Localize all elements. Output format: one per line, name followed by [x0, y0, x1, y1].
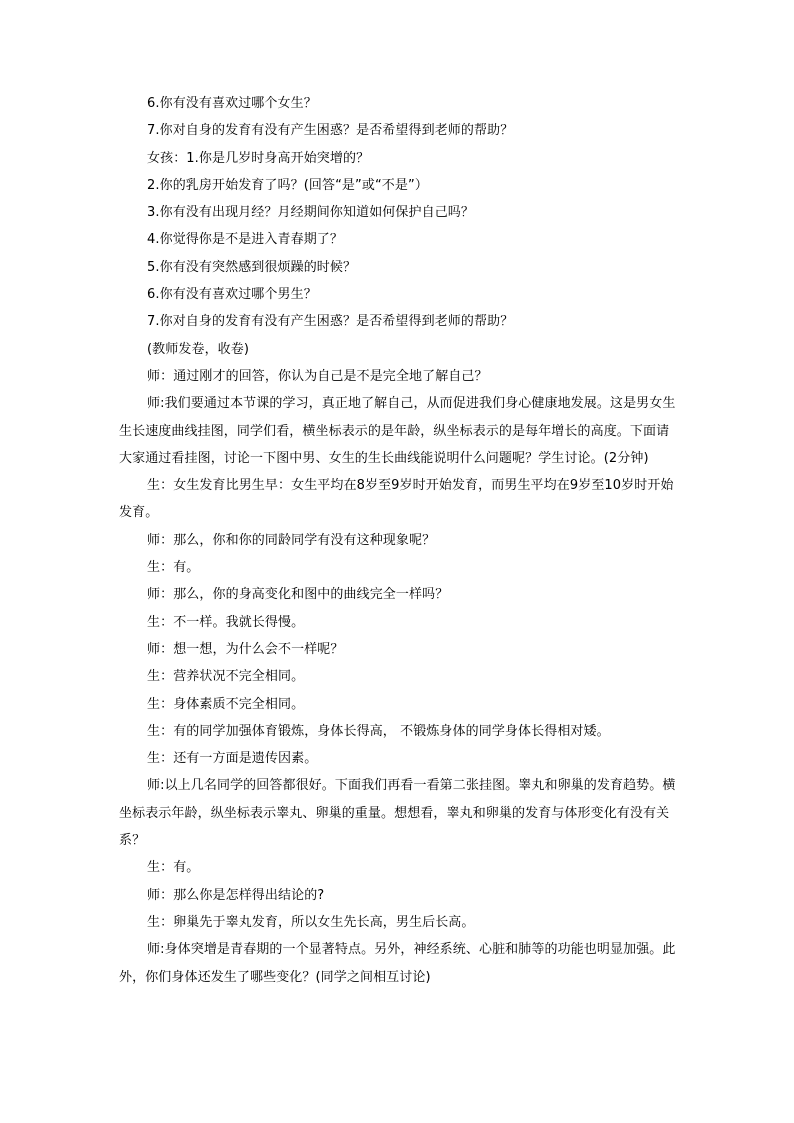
paragraph: 师：通过刚才的回答，你认为自己是不是完全地了解自己？	[147, 368, 488, 384]
paragraph: 2.你的乳房开始发育了吗？(回答“是”或“不是”）	[147, 177, 428, 193]
paragraph: 师:我们要通过本节课的学习，真正地了解自己，从而促进我们身心健康地发展。这是男女生生长速度曲线挂图，同学们看，横坐标表示的是年龄，纵坐标表示的是每年增长的高度。下面请大家通过看挂图，讨论一下图中男、女生的生长曲线能说明什么问题呢？学生讨论。(2分钟)	[119, 396, 676, 466]
document-body	[119, 90, 679, 991]
paragraph: 女孩：1.你是几岁时身高开始突增的？	[147, 150, 370, 166]
paragraph: 师：那么，你的身高变化和图中的曲线完全一样吗？	[147, 587, 449, 603]
paragraph: 师：想一想，为什么会不一样呢？	[147, 641, 344, 657]
paragraph: 生：卵巢先于睾丸发育，所以女生先长高，男生后长高。	[147, 914, 475, 930]
paragraph: 6.你有没有喜欢过哪个女生？	[147, 96, 317, 111]
paragraph: 7.你对自身的发育有没有产生困惑？是否希望得到老师的帮助？	[147, 314, 514, 330]
paragraph: 生：有。	[147, 560, 200, 576]
paragraph: 4.你觉得你是不是进入青春期了？	[147, 232, 344, 248]
paragraph: 生：有的同学加强体育锻炼，身体长得高， 不锻炼身体的同学身体长得相对矮。	[147, 723, 610, 739]
paragraph: 生：女生发育比男生早：女生平均在8岁至9岁时开始发育，而男生平均在9岁至10岁时开始发育。	[119, 478, 674, 521]
paragraph: 生：还有一方面是遗传因素。	[147, 751, 318, 767]
paragraph: 6.你有没有喜欢过哪个男生？	[147, 287, 317, 303]
paragraph: 3.你有没有出现月经？月经期间你知道如何保护自己吗？	[147, 205, 475, 221]
paragraph: 师：那么，你和你的同龄同学有没有这种现象呢？	[147, 532, 436, 548]
paragraph: 5.你有没有突然感到很烦躁的时候？	[147, 259, 357, 275]
paragraph: 师：那么你是怎样得出结论的?	[147, 887, 325, 903]
paragraph: 师:身体突增是青春期的一个显著特点。另外，神经系统、心脏和肺等的功能也明显加强。此外，你们身体还发生了哪些变化？(同学之间相互讨论)	[119, 942, 676, 985]
paragraph: 生：有。	[147, 860, 200, 876]
paragraph: 生：身体素质不完全相同。	[147, 696, 305, 712]
paragraph: (教师发卷，收卷)	[147, 341, 250, 357]
paragraph: 生：不一样。我就长得慢。	[147, 614, 305, 630]
paragraph: 生：营养状况不完全相同。	[147, 669, 305, 685]
paragraph: 师:以上几名同学的回答都很好。下面我们再看一看第二张挂图。睾丸和卵巢的发育趋势。横坐标表示年龄，纵坐标表示睾丸、卵巢的重量。想想看，睾丸和卵巢的发育与体形变化有没有关系？	[119, 778, 676, 849]
paragraph: 7.你对自身的发育有没有产生困惑？是否希望得到老师的帮助？	[147, 123, 514, 139]
